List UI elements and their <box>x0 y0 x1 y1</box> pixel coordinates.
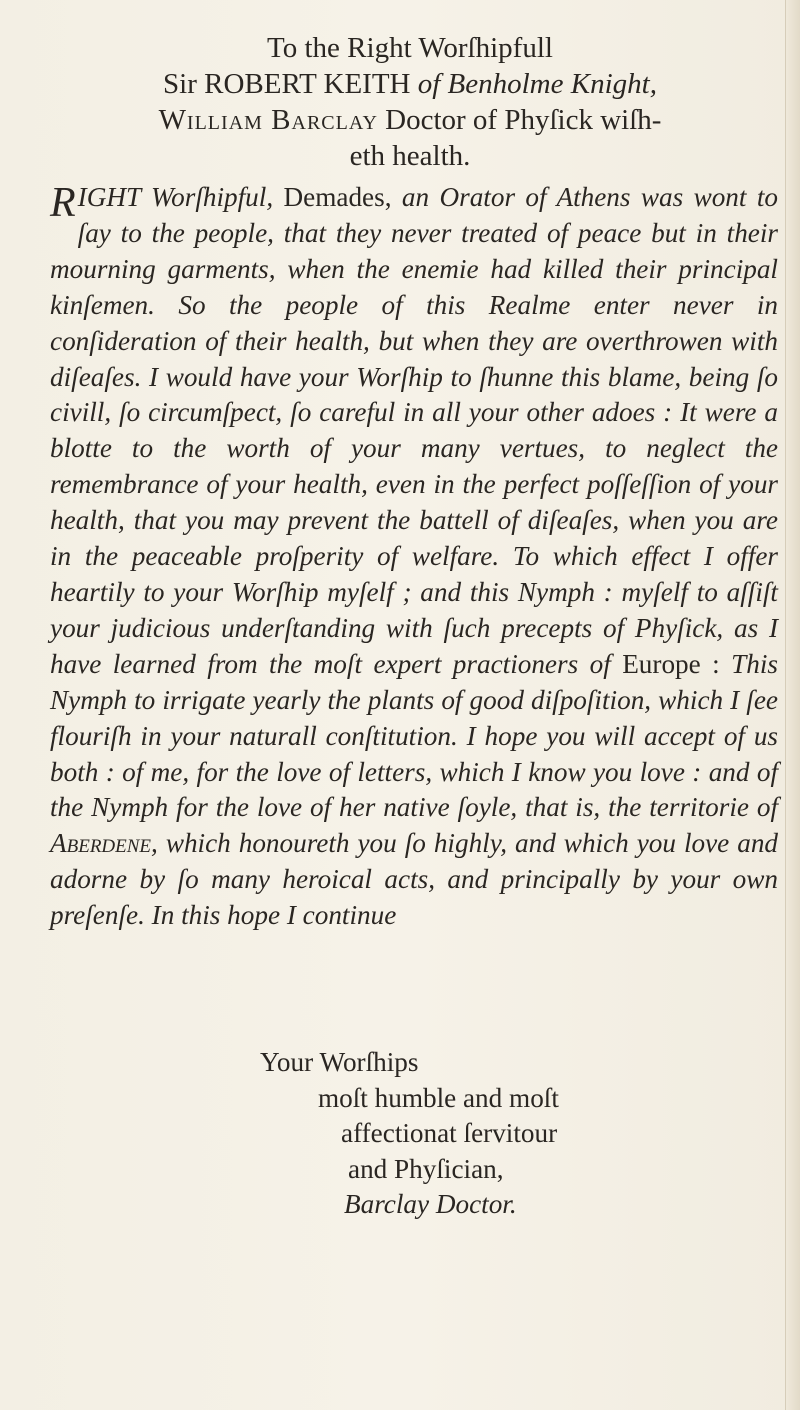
heading-recipient: Sir ROBERT KEITH <box>163 68 411 100</box>
body-place-aberdene: Aberdene, <box>50 828 158 859</box>
heading-line-3 <box>60 102 760 138</box>
body-text-3: which honoureth you ſo highly, and which you love and adorne by ſo many heroical acts, and principally by your own preſenſe. In this hope I continue <box>50 828 779 931</box>
closing-block <box>50 1045 778 1223</box>
closing-line-1: Your Worſhips <box>260 1047 419 1077</box>
signature: Barclay Doctor. <box>344 1189 517 1220</box>
heading-line-2 <box>60 66 760 102</box>
heading-author: William Barclay <box>158 104 378 136</box>
heading-line-4: eth health. <box>349 140 471 172</box>
closing-line-3: affectionat ſervitour <box>341 1118 558 1149</box>
closing-line-4: and Phyſician, <box>348 1153 504 1184</box>
body-text-1: an Orator of Athens was wont to ſay to the people, that they never treated of peace but in their mourning garments, when the enemie had killed their principal kinſemen. So the people of this Realme enter never in conſideration of their health, but when they are overthrowen with diſeaſes. I would have your Worſhip to ſhunne this blame, being ſo civill, ſo circumſpect, ſo careful in all your other adoes : It were a blotte to the worth of your many vertues, to neglect the remembrance of your health, even in the perfect poſſeſſion of your health, that you may prevent the battell of diſeaſes, when you are in the peaceable proſperity of welfare. To which effect I offer heartily to your Worſhip myſelf ; and this Nymph : myſelf to aſſiſt your judicious underſtanding with ſuch precepts of Phyſick, as I have learned from the moſt expert practioners of <box>50 182 778 679</box>
body-opening: IGHT Worſhipful, <box>77 182 274 212</box>
body-place-europe: Europe : <box>622 648 720 679</box>
closing-line-2: moſt humble and moſt <box>318 1082 559 1113</box>
page-edge <box>785 0 800 1410</box>
drop-cap: R <box>50 180 76 226</box>
heading-line-1: To the Right Worſhipfull <box>267 32 553 64</box>
heading-recipient-title: of Benholme Knight, <box>417 68 657 100</box>
dedication-heading <box>60 30 760 174</box>
dedication-body <box>50 180 778 934</box>
body-name-demades: Demades, <box>283 182 392 212</box>
heading-author-title: Doctor of Phyſick wiſh- <box>385 104 662 136</box>
body-text-2: This Nymph to irrigate yearly the plants of good diſpoſition, which I ſee flouriſh in your naturall conſtitution. I hope you will accept of us both : of me, for the love of letters, which I know you love : and of the Nymph for the love of her native ſoyle, that is, the territorie of <box>50 648 778 823</box>
